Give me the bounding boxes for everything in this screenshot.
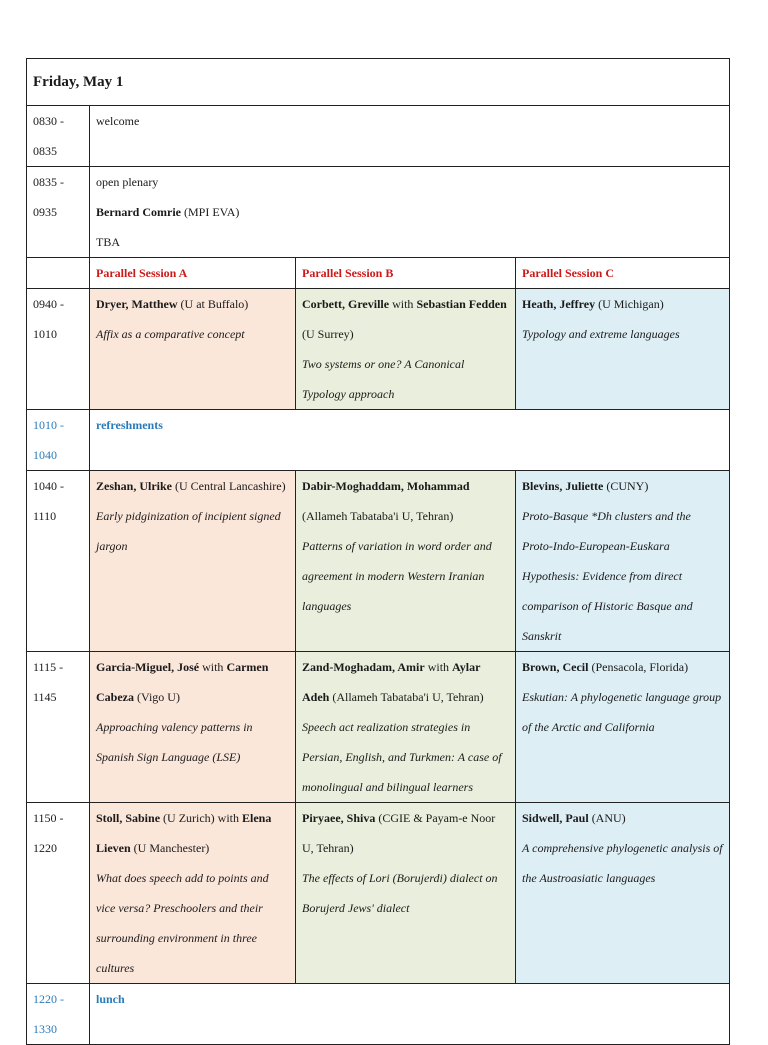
break-row bbox=[27, 984, 730, 1045]
speaker-name: Dabir-Moghaddam, Mohammad bbox=[302, 479, 470, 493]
plenary-speaker-line bbox=[96, 197, 723, 227]
speaker-name: Heath, Jeffrey bbox=[522, 297, 596, 311]
plenary-row bbox=[27, 167, 730, 258]
talk-title: Eskutian: A phylogenetic language group of the Arctic and California bbox=[522, 690, 722, 734]
talk-cell-b bbox=[296, 289, 516, 410]
speaker-affiliation: (CUNY) bbox=[603, 479, 649, 493]
welcome-row bbox=[27, 106, 730, 167]
session-b-heading: Parallel Session B bbox=[296, 258, 516, 289]
talk-cell-c bbox=[516, 652, 730, 803]
speaker-affiliation: (U Zurich) with bbox=[160, 811, 243, 825]
break-row bbox=[27, 410, 730, 471]
talk-title: Affix as a comparative concept bbox=[96, 327, 245, 341]
talk-title: Typology and extreme languages bbox=[522, 327, 680, 341]
speaker-name: Piryaee, Shiva bbox=[302, 811, 376, 825]
speaker-name: Dryer, Matthew bbox=[96, 297, 178, 311]
coauthor-name: Carmen Cabeza bbox=[96, 660, 269, 704]
speaker-name: Blevins, Juliette bbox=[522, 479, 604, 493]
talk-cell-c bbox=[516, 471, 730, 652]
time-cell: 1220 - 1330 bbox=[27, 984, 90, 1045]
speaker-name: Corbett, Greville bbox=[302, 297, 390, 311]
welcome-label: welcome bbox=[90, 106, 730, 167]
coauthor-name: Aylar Adeh bbox=[302, 660, 481, 704]
speaker-affiliation: (U Michigan) bbox=[595, 297, 664, 311]
speaker-name: Bernard Comrie bbox=[96, 205, 181, 219]
talk-cell-c bbox=[516, 803, 730, 984]
talk-cell-a bbox=[90, 289, 296, 410]
speaker-name: Zeshan, Ulrike bbox=[96, 479, 173, 493]
coauthor-name: Sebastian Fedden bbox=[416, 297, 507, 311]
speaker-affiliation: (U Central Lancashire) bbox=[172, 479, 286, 493]
with-text: with bbox=[389, 297, 417, 311]
talk-cell-b bbox=[296, 803, 516, 984]
talk-row bbox=[27, 471, 730, 652]
talk-row bbox=[27, 803, 730, 984]
time-cell: 1150 - 1220 bbox=[27, 803, 90, 984]
plenary-cell bbox=[90, 167, 730, 258]
plenary-talk: TBA bbox=[96, 235, 120, 249]
talk-title: Speech act realization strategies in Persian, English, and Turkmen: A case of monolingual and bilingual learners bbox=[302, 720, 502, 794]
talk-title: The effects of Lori (Borujerdi) dialect on Borujerd Jews' dialect bbox=[302, 871, 498, 915]
talk-cell-a bbox=[90, 471, 296, 652]
session-a-heading: Parallel Session A bbox=[90, 258, 296, 289]
talk-title: A comprehensive phylogenetic analysis of the Austroasiatic languages bbox=[522, 841, 723, 885]
talk-cell-c bbox=[516, 289, 730, 410]
talk-title: Patterns of variation in word order and agreement in modern Western Iranian languages bbox=[302, 539, 492, 613]
schedule-table bbox=[26, 58, 730, 1045]
speaker-name: Garcia-Miguel, José bbox=[96, 660, 200, 674]
speaker-affiliation: (Pensacola, Florida) bbox=[588, 660, 689, 674]
talk-title: Proto-Basque *Dh clusters and the Proto-Indo-European-Euskara Hypothesis: Evidence from direct comparison of Historic Basque and Sanskrit bbox=[522, 509, 693, 643]
session-header-row bbox=[27, 258, 730, 289]
speaker-affiliation: (Vigo U) bbox=[134, 690, 180, 704]
talk-cell-b bbox=[296, 652, 516, 803]
speaker-name: Zand-Moghadam, Amir bbox=[302, 660, 425, 674]
speaker-affiliation: (MPI EVA) bbox=[180, 205, 240, 219]
day-title-row bbox=[27, 59, 730, 106]
talk-cell-b bbox=[296, 471, 516, 652]
time-cell: 1115 - 1145 bbox=[27, 652, 90, 803]
speaker-name: Brown, Cecil bbox=[522, 660, 589, 674]
empty-cell bbox=[27, 258, 90, 289]
plenary-label: open plenary bbox=[96, 175, 159, 189]
talk-cell-a bbox=[90, 652, 296, 803]
time-cell: 1040 - 1110 bbox=[27, 471, 90, 652]
break-label: lunch bbox=[90, 984, 730, 1045]
session-c-heading: Parallel Session C bbox=[516, 258, 730, 289]
talk-title: Early pidginization of incipient signed jargon bbox=[96, 509, 281, 553]
with-text: with bbox=[199, 660, 227, 674]
speaker-affiliation: (U at Buffalo) bbox=[177, 297, 249, 311]
speaker-name: Sidwell, Paul bbox=[522, 811, 589, 825]
break-label: refreshments bbox=[90, 410, 730, 471]
time-cell: 1010 - 1040 bbox=[27, 410, 90, 471]
talk-title: Approaching valency patterns in Spanish Sign Language (LSE) bbox=[96, 720, 253, 764]
time-cell: 0830 - 0835 bbox=[27, 106, 90, 167]
talk-row bbox=[27, 289, 730, 410]
time-cell: 0940 - 1010 bbox=[27, 289, 90, 410]
speaker-affiliation: (CGIE & Payam-e Noor U, Tehran) bbox=[302, 811, 496, 855]
speaker-name: Stoll, Sabine bbox=[96, 811, 161, 825]
coauthor-name: Elena Lieven bbox=[96, 811, 272, 855]
talk-title: What does speech add to points and vice versa? Preschoolers and their surrounding environment in three cultures bbox=[96, 871, 269, 975]
speaker-affiliation: (U Surrey) bbox=[302, 327, 354, 341]
talk-cell-a bbox=[90, 803, 296, 984]
time-cell: 0835 - 0935 bbox=[27, 167, 90, 258]
talk-title: Two systems or one? A Canonical Typology approach bbox=[302, 357, 465, 401]
with-text: with bbox=[424, 660, 453, 674]
talk-row bbox=[27, 652, 730, 803]
speaker-affiliation: (Allameh Tabataba'i U, Tehran) bbox=[302, 509, 454, 523]
coauthor-affiliation: (U Manchester) bbox=[130, 841, 210, 855]
speaker-affiliation: (ANU) bbox=[588, 811, 626, 825]
speaker-affiliation: (Allameh Tabataba'i U, Tehran) bbox=[329, 690, 484, 704]
day-title: Friday, May 1 bbox=[27, 59, 730, 106]
